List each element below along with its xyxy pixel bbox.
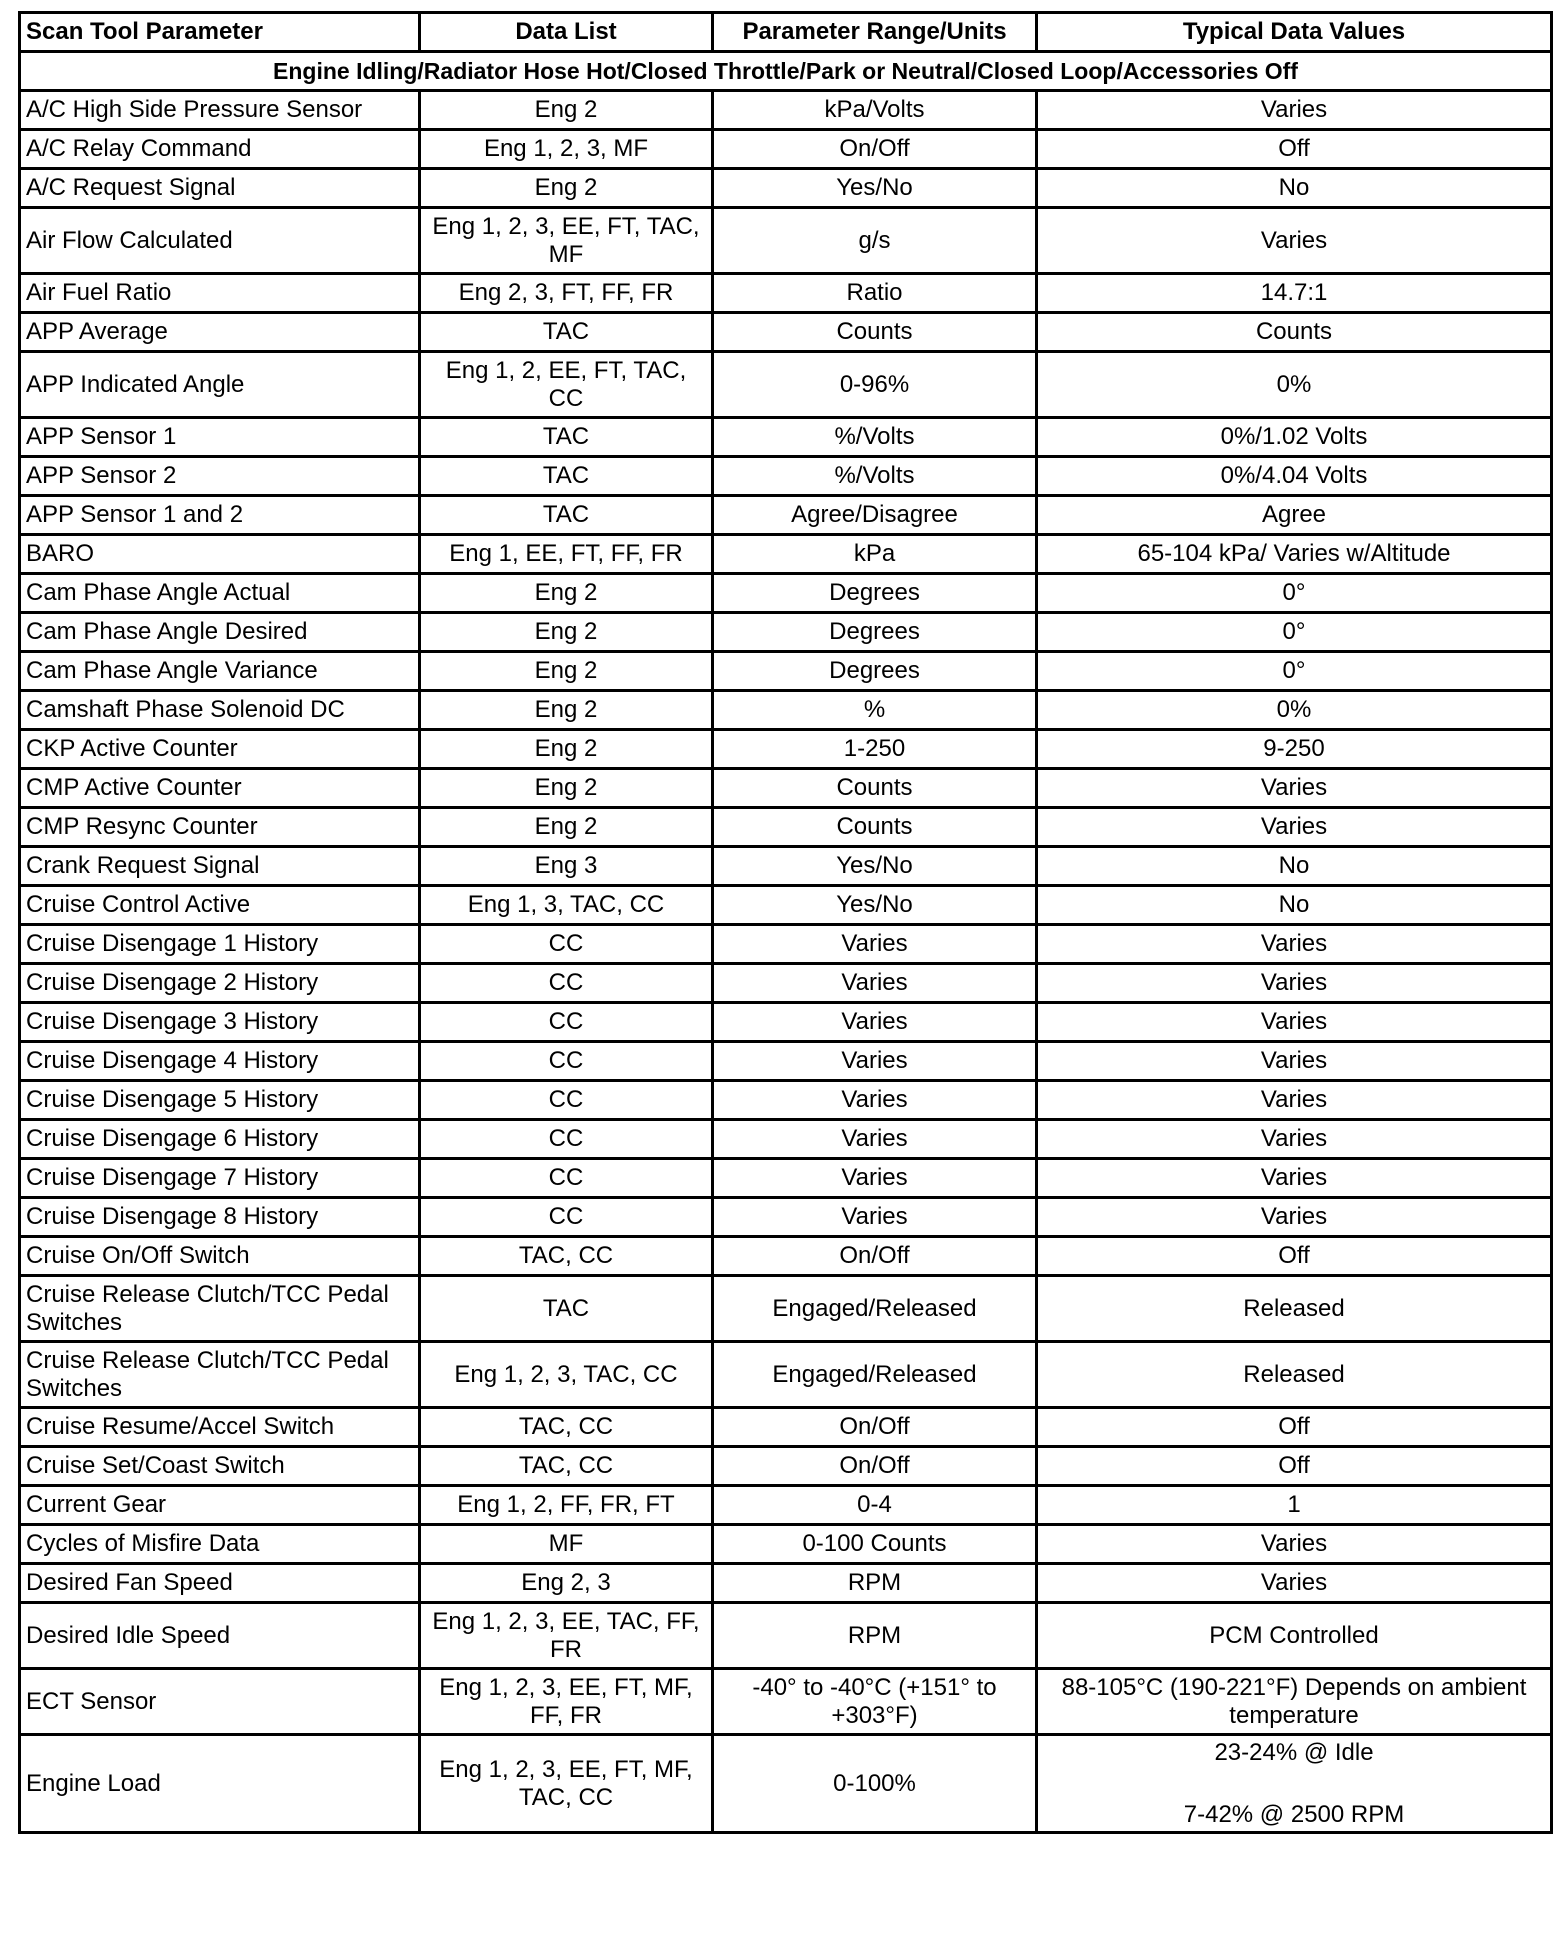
cell-typical-value: 1	[1037, 1486, 1552, 1525]
cell-typical-value: Varies	[1037, 1003, 1552, 1042]
cell-data-list: TAC	[420, 457, 713, 496]
cell-data-list: Eng 1, 2, 3, EE, TAC, FF, FR	[420, 1603, 713, 1669]
cell-data-list: TAC, CC	[420, 1237, 713, 1276]
table-row	[20, 418, 1552, 457]
cell-data-list: Eng 1, 2, 3, EE, FT, MF, FF, FR	[420, 1669, 713, 1735]
cell-scan-tool-parameter: Cruise Disengage 4 History	[20, 1042, 420, 1081]
cell-typical-value: Released	[1037, 1276, 1552, 1342]
cell-parameter-range: Yes/No	[713, 886, 1037, 925]
cell-parameter-range: g/s	[713, 208, 1037, 274]
cell-parameter-range: On/Off	[713, 1237, 1037, 1276]
table-row	[20, 1237, 1552, 1276]
table-row	[20, 1003, 1552, 1042]
cell-typical-value: 0°	[1037, 652, 1552, 691]
cell-typical-value: Varies	[1037, 1198, 1552, 1237]
cell-scan-tool-parameter: APP Average	[20, 313, 420, 352]
table-row	[20, 1486, 1552, 1525]
cell-data-list: Eng 1, 3, TAC, CC	[420, 886, 713, 925]
table-row	[20, 1198, 1552, 1237]
cell-parameter-range: Ratio	[713, 274, 1037, 313]
cell-scan-tool-parameter: Desired Fan Speed	[20, 1564, 420, 1603]
cell-data-list: Eng 2	[420, 769, 713, 808]
table-row	[20, 1735, 1552, 1833]
cell-parameter-range: Engaged/Released	[713, 1342, 1037, 1408]
cell-typical-value: Released	[1037, 1342, 1552, 1408]
cell-scan-tool-parameter: A/C Request Signal	[20, 169, 420, 208]
cell-scan-tool-parameter: A/C Relay Command	[20, 130, 420, 169]
cell-typical-value: 65-104 kPa/ Varies w/Altitude	[1037, 535, 1552, 574]
table-row	[20, 574, 1552, 613]
cell-typical-value: Agree	[1037, 496, 1552, 535]
cell-typical-value: Off	[1037, 1408, 1552, 1447]
cell-scan-tool-parameter: Cycles of Misfire Data	[20, 1525, 420, 1564]
table-row	[20, 130, 1552, 169]
cell-data-list: MF	[420, 1525, 713, 1564]
cell-typical-value: Varies	[1037, 1525, 1552, 1564]
cell-typical-value: Counts	[1037, 313, 1552, 352]
cell-data-list: CC	[420, 1198, 713, 1237]
cell-parameter-range: Degrees	[713, 574, 1037, 613]
cell-parameter-range: -40° to -40°C (+151° to +303°F)	[713, 1669, 1037, 1735]
operating-condition: Engine Idling/Radiator Hose Hot/Closed Throttle/Park or Neutral/Closed Loop/Accessories Off	[20, 52, 1552, 91]
cell-data-list: TAC, CC	[420, 1408, 713, 1447]
table-row	[20, 847, 1552, 886]
table-row	[20, 808, 1552, 847]
table-row	[20, 496, 1552, 535]
cell-data-list: Eng 1, 2, 3, EE, FT, TAC, MF	[420, 208, 713, 274]
cell-typical-value: 0%/1.02 Volts	[1037, 418, 1552, 457]
header-parameter-range-units: Parameter Range/Units	[713, 13, 1037, 52]
cell-scan-tool-parameter: CKP Active Counter	[20, 730, 420, 769]
cell-scan-tool-parameter: Cruise Disengage 7 History	[20, 1159, 420, 1198]
cell-data-list: Eng 1, 2, 3, TAC, CC	[420, 1342, 713, 1408]
cell-typical-value: No	[1037, 886, 1552, 925]
header-row	[20, 13, 1552, 52]
cell-scan-tool-parameter: Cruise Control Active	[20, 886, 420, 925]
cell-typical-value: 0%/4.04 Volts	[1037, 457, 1552, 496]
cell-parameter-range: Degrees	[713, 613, 1037, 652]
cell-data-list: Eng 2	[420, 691, 713, 730]
cell-data-list: Eng 1, 2, 3, EE, FT, MF, TAC, CC	[420, 1735, 713, 1833]
table-row	[20, 457, 1552, 496]
cell-data-list: CC	[420, 1042, 713, 1081]
cell-data-list: Eng 2	[420, 730, 713, 769]
cell-typical-value: Varies	[1037, 1120, 1552, 1159]
cell-typical-value: No	[1037, 847, 1552, 886]
table-row	[20, 91, 1552, 130]
cell-parameter-range: Varies	[713, 964, 1037, 1003]
cell-parameter-range: Varies	[713, 1120, 1037, 1159]
cell-data-list: TAC	[420, 313, 713, 352]
cell-parameter-range: Varies	[713, 1159, 1037, 1198]
cell-scan-tool-parameter: Air Fuel Ratio	[20, 274, 420, 313]
cell-scan-tool-parameter: APP Indicated Angle	[20, 352, 420, 418]
cell-data-list: TAC	[420, 418, 713, 457]
cell-data-list: TAC	[420, 496, 713, 535]
cell-scan-tool-parameter: Cruise Release Clutch/TCC Pedal Switches	[20, 1342, 420, 1408]
cell-typical-value: 0°	[1037, 613, 1552, 652]
cell-typical-value: Varies	[1037, 808, 1552, 847]
cell-parameter-range: Varies	[713, 1198, 1037, 1237]
table-row	[20, 352, 1552, 418]
table-row	[20, 1408, 1552, 1447]
cell-typical-value: Varies	[1037, 925, 1552, 964]
cell-scan-tool-parameter: Cruise Release Clutch/TCC Pedal Switches	[20, 1276, 420, 1342]
cell-scan-tool-parameter: APP Sensor 1	[20, 418, 420, 457]
table-row	[20, 274, 1552, 313]
cell-parameter-range: 0-100%	[713, 1735, 1037, 1833]
table-row	[20, 169, 1552, 208]
cell-parameter-range: %/Volts	[713, 457, 1037, 496]
cell-parameter-range: RPM	[713, 1603, 1037, 1669]
table-row	[20, 886, 1552, 925]
cell-scan-tool-parameter: Engine Load	[20, 1735, 420, 1833]
table-row	[20, 1159, 1552, 1198]
header-typical-data-values: Typical Data Values	[1037, 13, 1552, 52]
cell-typical-value: PCM Controlled	[1037, 1603, 1552, 1669]
cell-parameter-range: Engaged/Released	[713, 1276, 1037, 1342]
cell-scan-tool-parameter: Cam Phase Angle Actual	[20, 574, 420, 613]
cell-data-list: CC	[420, 1120, 713, 1159]
cell-data-list: Eng 2	[420, 613, 713, 652]
cell-parameter-range: Counts	[713, 769, 1037, 808]
cell-scan-tool-parameter: Cruise Disengage 8 History	[20, 1198, 420, 1237]
cell-scan-tool-parameter: BARO	[20, 535, 420, 574]
cell-data-list: Eng 1, 2, EE, FT, TAC, CC	[420, 352, 713, 418]
cell-parameter-range: Counts	[713, 808, 1037, 847]
cell-typical-value: No	[1037, 169, 1552, 208]
cell-scan-tool-parameter: Cruise Resume/Accel Switch	[20, 1408, 420, 1447]
cell-scan-tool-parameter: A/C High Side Pressure Sensor	[20, 91, 420, 130]
cell-data-list: Eng 3	[420, 847, 713, 886]
table-row	[20, 652, 1552, 691]
cell-data-list: CC	[420, 1081, 713, 1120]
cell-scan-tool-parameter: Current Gear	[20, 1486, 420, 1525]
cell-typical-value: Varies	[1037, 1081, 1552, 1120]
cell-typical-value: Off	[1037, 1237, 1552, 1276]
cell-typical-value: Varies	[1037, 964, 1552, 1003]
cell-scan-tool-parameter: Crank Request Signal	[20, 847, 420, 886]
cell-parameter-range: %	[713, 691, 1037, 730]
cell-data-list: CC	[420, 964, 713, 1003]
cell-typical-value: Off	[1037, 1447, 1552, 1486]
cell-data-list: TAC	[420, 1276, 713, 1342]
cell-scan-tool-parameter: Cruise Disengage 3 History	[20, 1003, 420, 1042]
cell-parameter-range: 1-250	[713, 730, 1037, 769]
table-row	[20, 1042, 1552, 1081]
header-scan-tool-parameter: Scan Tool Parameter	[20, 13, 420, 52]
cell-parameter-range: Degrees	[713, 652, 1037, 691]
cell-scan-tool-parameter: Cam Phase Angle Desired	[20, 613, 420, 652]
table-row	[20, 1342, 1552, 1408]
cell-data-list: Eng 2	[420, 652, 713, 691]
cell-parameter-range: Counts	[713, 313, 1037, 352]
cell-data-list: Eng 2	[420, 574, 713, 613]
cell-typical-value: 0°	[1037, 574, 1552, 613]
table-row	[20, 1564, 1552, 1603]
table-row	[20, 769, 1552, 808]
cell-typical-value: Off	[1037, 130, 1552, 169]
header-data-list: Data List	[420, 13, 713, 52]
cell-data-list: CC	[420, 1003, 713, 1042]
cell-scan-tool-parameter: CMP Resync Counter	[20, 808, 420, 847]
cell-scan-tool-parameter: ECT Sensor	[20, 1669, 420, 1735]
cell-data-list: Eng 2	[420, 91, 713, 130]
typical-value-line-2: 7-42% @ 2500 RPM	[1183, 1800, 1405, 1828]
typical-value-line-1: 23-24% @ Idle	[1214, 1738, 1374, 1766]
table-row	[20, 313, 1552, 352]
table-row	[20, 1081, 1552, 1120]
cell-data-list: Eng 2	[420, 169, 713, 208]
cell-scan-tool-parameter: Camshaft Phase Solenoid DC	[20, 691, 420, 730]
cell-scan-tool-parameter: Air Flow Calculated	[20, 208, 420, 274]
scan-tool-data-table	[18, 11, 1553, 1834]
cell-parameter-range: 0-96%	[713, 352, 1037, 418]
cell-typical-value	[1037, 1735, 1552, 1833]
cell-data-list: CC	[420, 1159, 713, 1198]
cell-scan-tool-parameter: Desired Idle Speed	[20, 1603, 420, 1669]
cell-scan-tool-parameter: CMP Active Counter	[20, 769, 420, 808]
cell-parameter-range: %/Volts	[713, 418, 1037, 457]
table-row	[20, 1120, 1552, 1159]
table-row	[20, 535, 1552, 574]
line-spacer	[1043, 1767, 1545, 1801]
cell-data-list: Eng 2, 3	[420, 1564, 713, 1603]
cell-scan-tool-parameter: Cam Phase Angle Variance	[20, 652, 420, 691]
cell-data-list: Eng 1, EE, FT, FF, FR	[420, 535, 713, 574]
cell-scan-tool-parameter: APP Sensor 2	[20, 457, 420, 496]
cell-parameter-range: kPa/Volts	[713, 91, 1037, 130]
cell-typical-value: Varies	[1037, 1042, 1552, 1081]
cell-parameter-range: Agree/Disagree	[713, 496, 1037, 535]
cell-parameter-range: On/Off	[713, 130, 1037, 169]
cell-parameter-range: Varies	[713, 1042, 1037, 1081]
table-row	[20, 1276, 1552, 1342]
cell-parameter-range: Varies	[713, 925, 1037, 964]
table-row	[20, 691, 1552, 730]
cell-scan-tool-parameter: Cruise Disengage 5 History	[20, 1081, 420, 1120]
table-row	[20, 208, 1552, 274]
cell-typical-value: Varies	[1037, 1564, 1552, 1603]
cell-data-list: Eng 2, 3, FT, FF, FR	[420, 274, 713, 313]
cell-data-list: CC	[420, 925, 713, 964]
cell-parameter-range: 0-4	[713, 1486, 1037, 1525]
cell-parameter-range: RPM	[713, 1564, 1037, 1603]
table-row	[20, 1603, 1552, 1669]
cell-data-list: Eng 1, 2, 3, MF	[420, 130, 713, 169]
cell-parameter-range: On/Off	[713, 1447, 1037, 1486]
cell-typical-value: Varies	[1037, 769, 1552, 808]
cell-parameter-range: Varies	[713, 1003, 1037, 1042]
cell-scan-tool-parameter: Cruise Disengage 1 History	[20, 925, 420, 964]
table-row	[20, 613, 1552, 652]
table-row	[20, 964, 1552, 1003]
cell-scan-tool-parameter: Cruise On/Off Switch	[20, 1237, 420, 1276]
cell-data-list: Eng 2	[420, 808, 713, 847]
cell-typical-value: Varies	[1037, 1159, 1552, 1198]
cell-typical-value: 0%	[1037, 691, 1552, 730]
cell-parameter-range: On/Off	[713, 1408, 1037, 1447]
cell-parameter-range: 0-100 Counts	[713, 1525, 1037, 1564]
cell-scan-tool-parameter: Cruise Disengage 2 History	[20, 964, 420, 1003]
cell-scan-tool-parameter: Cruise Set/Coast Switch	[20, 1447, 420, 1486]
scan-tool-data-document	[18, 11, 1550, 1834]
cell-typical-value: 0%	[1037, 352, 1552, 418]
table-row	[20, 1669, 1552, 1735]
cell-parameter-range: kPa	[713, 535, 1037, 574]
cell-typical-value: 88-105°C (190-221°F) Depends on ambient temperature	[1037, 1669, 1552, 1735]
table-row	[20, 1525, 1552, 1564]
table-row	[20, 730, 1552, 769]
cell-typical-value: 9-250	[1037, 730, 1552, 769]
table-row	[20, 925, 1552, 964]
cell-data-list: TAC, CC	[420, 1447, 713, 1486]
cell-parameter-range: Yes/No	[713, 169, 1037, 208]
cell-typical-value: Varies	[1037, 91, 1552, 130]
cell-typical-value: Varies	[1037, 208, 1552, 274]
cell-scan-tool-parameter: Cruise Disengage 6 History	[20, 1120, 420, 1159]
table-row	[20, 1447, 1552, 1486]
condition-row	[20, 52, 1552, 91]
cell-scan-tool-parameter: APP Sensor 1 and 2	[20, 496, 420, 535]
cell-data-list: Eng 1, 2, FF, FR, FT	[420, 1486, 713, 1525]
cell-parameter-range: Yes/No	[713, 847, 1037, 886]
cell-parameter-range: Varies	[713, 1081, 1037, 1120]
cell-typical-value: 14.7:1	[1037, 274, 1552, 313]
